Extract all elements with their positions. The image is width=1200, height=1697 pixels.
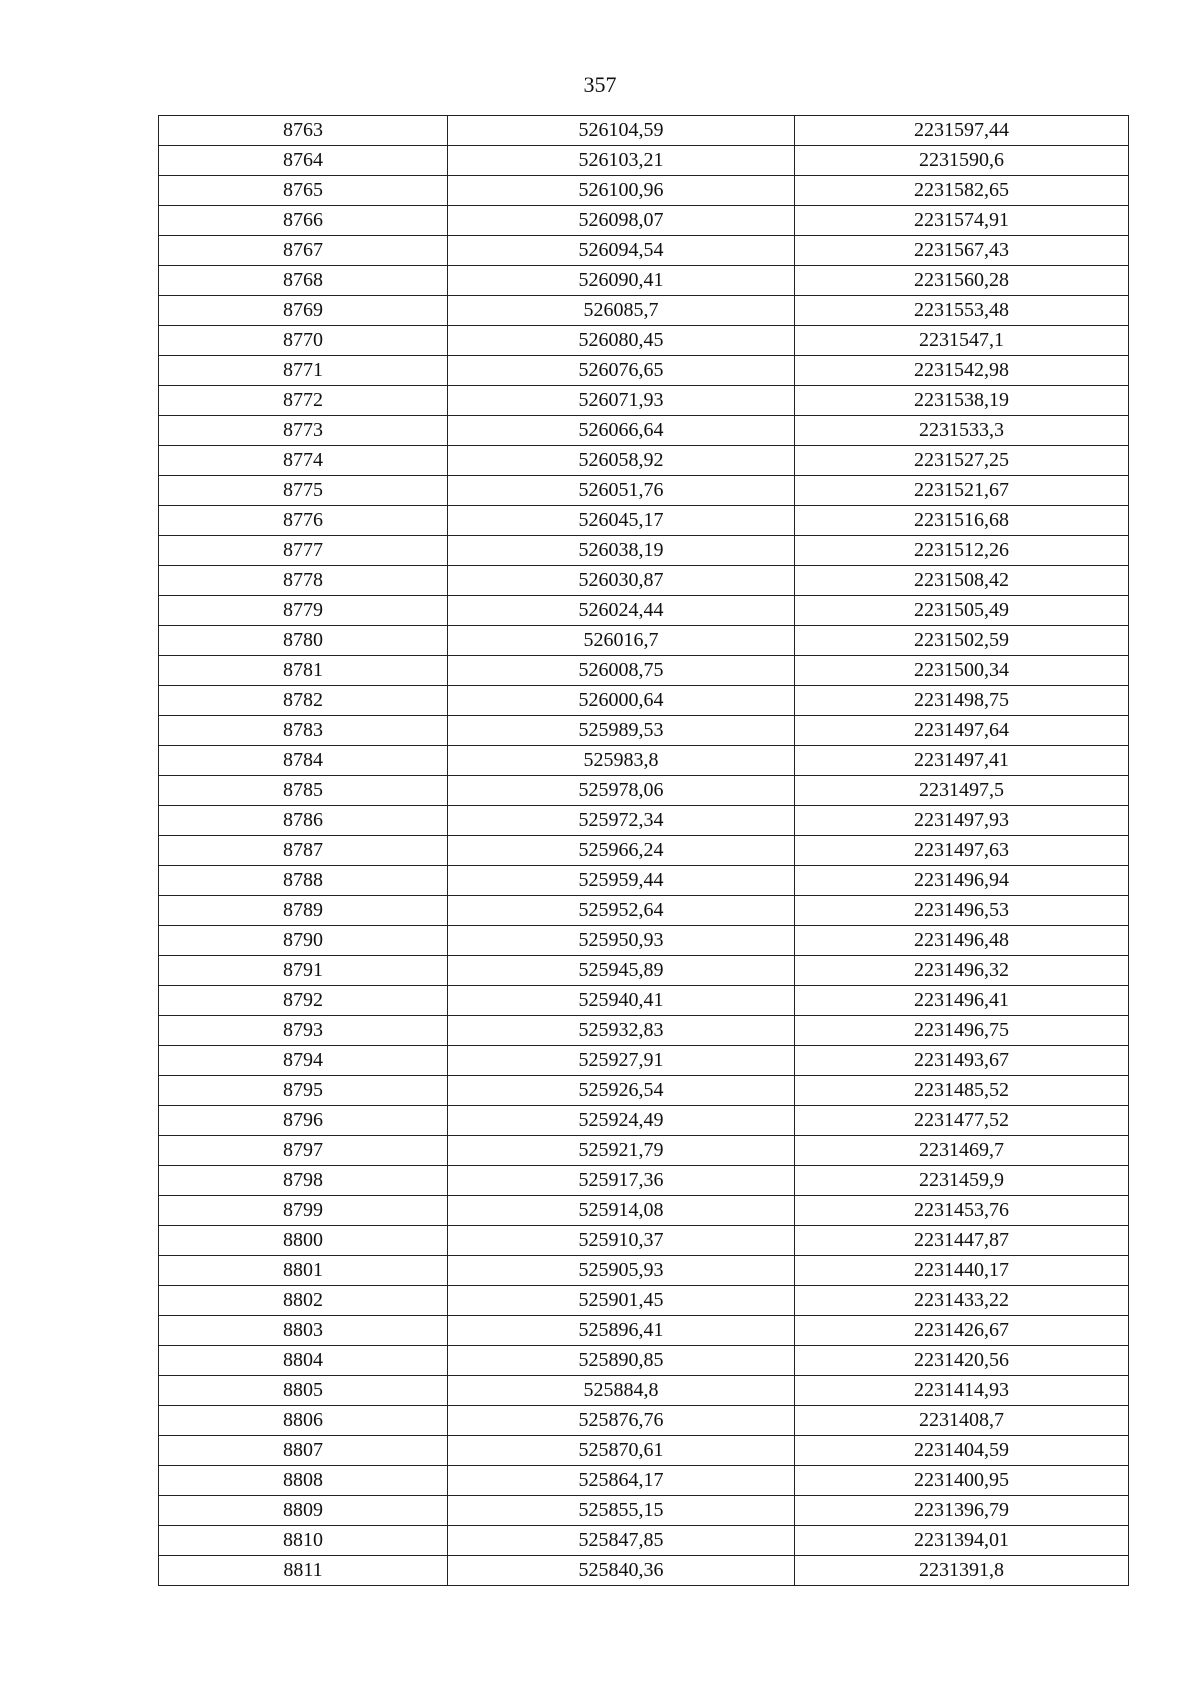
table-row — [159, 1286, 1129, 1316]
y-coordinate-cell: 2231414,93 — [795, 1376, 1129, 1406]
point-number-cell: 8797 — [159, 1136, 448, 1166]
x-coordinate-cell: 526104,59 — [448, 116, 795, 146]
y-coordinate-cell: 2231567,43 — [795, 236, 1129, 266]
x-coordinate-cell: 526058,92 — [448, 446, 795, 476]
point-number-cell: 8794 — [159, 1046, 448, 1076]
point-number-cell: 8788 — [159, 866, 448, 896]
x-coordinate-cell: 526085,7 — [448, 296, 795, 326]
point-number-cell: 8768 — [159, 266, 448, 296]
point-number-cell: 8807 — [159, 1436, 448, 1466]
y-coordinate-cell: 2231498,75 — [795, 686, 1129, 716]
point-number-cell: 8793 — [159, 1016, 448, 1046]
point-number-cell: 8770 — [159, 326, 448, 356]
x-coordinate-cell: 525855,15 — [448, 1496, 795, 1526]
point-number-cell: 8781 — [159, 656, 448, 686]
table-row — [159, 1166, 1129, 1196]
x-coordinate-cell: 526000,64 — [448, 686, 795, 716]
y-coordinate-cell: 2231597,44 — [795, 116, 1129, 146]
table-row — [159, 326, 1129, 356]
table-row — [159, 1226, 1129, 1256]
coordinates-table-body — [159, 116, 1129, 1586]
table-row — [159, 1016, 1129, 1046]
y-coordinate-cell: 2231433,22 — [795, 1286, 1129, 1316]
point-number-cell: 8799 — [159, 1196, 448, 1226]
y-coordinate-cell: 2231496,94 — [795, 866, 1129, 896]
x-coordinate-cell: 526008,75 — [448, 656, 795, 686]
page-number: 357 — [583, 72, 617, 97]
point-number-cell: 8789 — [159, 896, 448, 926]
y-coordinate-cell: 2231500,34 — [795, 656, 1129, 686]
y-coordinate-cell: 2231560,28 — [795, 266, 1129, 296]
point-number-cell: 8786 — [159, 806, 448, 836]
y-coordinate-cell: 2231590,6 — [795, 146, 1129, 176]
table-row — [159, 266, 1129, 296]
point-number-cell: 8791 — [159, 956, 448, 986]
y-coordinate-cell: 2231496,41 — [795, 986, 1129, 1016]
y-coordinate-cell: 2231497,5 — [795, 776, 1129, 806]
table-row — [159, 1076, 1129, 1106]
point-number-cell: 8809 — [159, 1496, 448, 1526]
y-coordinate-cell: 2231394,01 — [795, 1526, 1129, 1556]
point-number-cell: 8798 — [159, 1166, 448, 1196]
point-number-cell: 8767 — [159, 236, 448, 266]
y-coordinate-cell: 2231574,91 — [795, 206, 1129, 236]
x-coordinate-cell: 525924,49 — [448, 1106, 795, 1136]
y-coordinate-cell: 2231542,98 — [795, 356, 1129, 386]
table-row — [159, 1466, 1129, 1496]
table-row — [159, 116, 1129, 146]
table-row — [159, 866, 1129, 896]
x-coordinate-cell: 526024,44 — [448, 596, 795, 626]
table-row — [159, 806, 1129, 836]
y-coordinate-cell: 2231493,67 — [795, 1046, 1129, 1076]
x-coordinate-cell: 525978,06 — [448, 776, 795, 806]
point-number-cell: 8804 — [159, 1346, 448, 1376]
table-row — [159, 896, 1129, 926]
y-coordinate-cell: 2231502,59 — [795, 626, 1129, 656]
table-row — [159, 416, 1129, 446]
point-number-cell: 8765 — [159, 176, 448, 206]
table-row — [159, 626, 1129, 656]
x-coordinate-cell: 526080,45 — [448, 326, 795, 356]
y-coordinate-cell: 2231496,75 — [795, 1016, 1129, 1046]
x-coordinate-cell: 525959,44 — [448, 866, 795, 896]
x-coordinate-cell: 525910,37 — [448, 1226, 795, 1256]
point-number-cell: 8764 — [159, 146, 448, 176]
y-coordinate-cell: 2231477,52 — [795, 1106, 1129, 1136]
x-coordinate-cell: 526045,17 — [448, 506, 795, 536]
y-coordinate-cell: 2231440,17 — [795, 1256, 1129, 1286]
point-number-cell: 8771 — [159, 356, 448, 386]
point-number-cell: 8811 — [159, 1556, 448, 1586]
x-coordinate-cell: 525921,79 — [448, 1136, 795, 1166]
table-row — [159, 296, 1129, 326]
point-number-cell: 8772 — [159, 386, 448, 416]
x-coordinate-cell: 525870,61 — [448, 1436, 795, 1466]
point-number-cell: 8802 — [159, 1286, 448, 1316]
point-number-cell: 8795 — [159, 1076, 448, 1106]
x-coordinate-cell: 525876,76 — [448, 1406, 795, 1436]
y-coordinate-cell: 2231408,7 — [795, 1406, 1129, 1436]
x-coordinate-cell: 525927,91 — [448, 1046, 795, 1076]
table-row — [159, 956, 1129, 986]
x-coordinate-cell: 525926,54 — [448, 1076, 795, 1106]
table-row — [159, 176, 1129, 206]
x-coordinate-cell: 525972,34 — [448, 806, 795, 836]
table-row — [159, 1436, 1129, 1466]
x-coordinate-cell: 525864,17 — [448, 1466, 795, 1496]
y-coordinate-cell: 2231512,26 — [795, 536, 1129, 566]
y-coordinate-cell: 2231497,41 — [795, 746, 1129, 776]
y-coordinate-cell: 2231538,19 — [795, 386, 1129, 416]
x-coordinate-cell: 526071,93 — [448, 386, 795, 416]
point-number-cell: 8810 — [159, 1526, 448, 1556]
y-coordinate-cell: 2231508,42 — [795, 566, 1129, 596]
point-number-cell: 8784 — [159, 746, 448, 776]
x-coordinate-cell: 526051,76 — [448, 476, 795, 506]
y-coordinate-cell: 2231582,65 — [795, 176, 1129, 206]
y-coordinate-cell: 2231533,3 — [795, 416, 1129, 446]
point-number-cell: 8763 — [159, 116, 448, 146]
point-number-cell: 8779 — [159, 596, 448, 626]
x-coordinate-cell: 525940,41 — [448, 986, 795, 1016]
point-number-cell: 8774 — [159, 446, 448, 476]
y-coordinate-cell: 2231527,25 — [795, 446, 1129, 476]
y-coordinate-cell: 2231547,1 — [795, 326, 1129, 356]
point-number-cell: 8792 — [159, 986, 448, 1016]
point-number-cell: 8782 — [159, 686, 448, 716]
point-number-cell: 8769 — [159, 296, 448, 326]
x-coordinate-cell: 525983,8 — [448, 746, 795, 776]
x-coordinate-cell: 525914,08 — [448, 1196, 795, 1226]
y-coordinate-cell: 2231496,32 — [795, 956, 1129, 986]
x-coordinate-cell: 525917,36 — [448, 1166, 795, 1196]
y-coordinate-cell: 2231426,67 — [795, 1316, 1129, 1346]
y-coordinate-cell: 2231459,9 — [795, 1166, 1129, 1196]
table-row — [159, 596, 1129, 626]
point-number-cell: 8778 — [159, 566, 448, 596]
coordinates-table — [158, 115, 1129, 1586]
table-row — [159, 206, 1129, 236]
x-coordinate-cell: 525896,41 — [448, 1316, 795, 1346]
y-coordinate-cell: 2231496,53 — [795, 896, 1129, 926]
y-coordinate-cell: 2231391,8 — [795, 1556, 1129, 1586]
y-coordinate-cell: 2231447,87 — [795, 1226, 1129, 1256]
table-row — [159, 1136, 1129, 1166]
y-coordinate-cell: 2231553,48 — [795, 296, 1129, 326]
point-number-cell: 8766 — [159, 206, 448, 236]
point-number-cell: 8777 — [159, 536, 448, 566]
table-row — [159, 146, 1129, 176]
y-coordinate-cell: 2231497,93 — [795, 806, 1129, 836]
point-number-cell: 8780 — [159, 626, 448, 656]
x-coordinate-cell: 526038,19 — [448, 536, 795, 566]
x-coordinate-cell: 525890,85 — [448, 1346, 795, 1376]
y-coordinate-cell: 2231496,48 — [795, 926, 1129, 956]
x-coordinate-cell: 525847,85 — [448, 1526, 795, 1556]
table-row — [159, 716, 1129, 746]
y-coordinate-cell: 2231521,67 — [795, 476, 1129, 506]
x-coordinate-cell: 525945,89 — [448, 956, 795, 986]
x-coordinate-cell: 525884,8 — [448, 1376, 795, 1406]
table-row — [159, 386, 1129, 416]
x-coordinate-cell: 525932,83 — [448, 1016, 795, 1046]
x-coordinate-cell: 525840,36 — [448, 1556, 795, 1586]
table-row — [159, 1406, 1129, 1436]
point-number-cell: 8803 — [159, 1316, 448, 1346]
table-row — [159, 776, 1129, 806]
point-number-cell: 8787 — [159, 836, 448, 866]
point-number-cell: 8783 — [159, 716, 448, 746]
table-row — [159, 1196, 1129, 1226]
y-coordinate-cell: 2231469,7 — [795, 1136, 1129, 1166]
table-row — [159, 1556, 1129, 1586]
point-number-cell: 8773 — [159, 416, 448, 446]
table-row — [159, 236, 1129, 266]
table-row — [159, 1046, 1129, 1076]
table-row — [159, 686, 1129, 716]
x-coordinate-cell: 525966,24 — [448, 836, 795, 866]
x-coordinate-cell: 526100,96 — [448, 176, 795, 206]
point-number-cell: 8801 — [159, 1256, 448, 1286]
point-number-cell: 8775 — [159, 476, 448, 506]
table-row — [159, 446, 1129, 476]
x-coordinate-cell: 526098,07 — [448, 206, 795, 236]
x-coordinate-cell: 526103,21 — [448, 146, 795, 176]
y-coordinate-cell: 2231505,49 — [795, 596, 1129, 626]
y-coordinate-cell: 2231497,64 — [795, 716, 1129, 746]
table-row — [159, 1256, 1129, 1286]
y-coordinate-cell: 2231400,95 — [795, 1466, 1129, 1496]
point-number-cell: 8776 — [159, 506, 448, 536]
table-row — [159, 746, 1129, 776]
table-row — [159, 1106, 1129, 1136]
x-coordinate-cell: 526016,7 — [448, 626, 795, 656]
x-coordinate-cell: 525952,64 — [448, 896, 795, 926]
point-number-cell: 8796 — [159, 1106, 448, 1136]
x-coordinate-cell: 526090,41 — [448, 266, 795, 296]
x-coordinate-cell: 526030,87 — [448, 566, 795, 596]
y-coordinate-cell: 2231404,59 — [795, 1436, 1129, 1466]
x-coordinate-cell: 526066,64 — [448, 416, 795, 446]
point-number-cell: 8785 — [159, 776, 448, 806]
table-row — [159, 476, 1129, 506]
x-coordinate-cell: 526076,65 — [448, 356, 795, 386]
x-coordinate-cell: 525905,93 — [448, 1256, 795, 1286]
table-row — [159, 536, 1129, 566]
table-row — [159, 836, 1129, 866]
table-row — [159, 356, 1129, 386]
x-coordinate-cell: 526094,54 — [448, 236, 795, 266]
y-coordinate-cell: 2231516,68 — [795, 506, 1129, 536]
table-row — [159, 1346, 1129, 1376]
y-coordinate-cell: 2231485,52 — [795, 1076, 1129, 1106]
table-row — [159, 566, 1129, 596]
y-coordinate-cell: 2231497,63 — [795, 836, 1129, 866]
table-row — [159, 1496, 1129, 1526]
point-number-cell: 8790 — [159, 926, 448, 956]
table-row — [159, 986, 1129, 1016]
table-row — [159, 1316, 1129, 1346]
table-row — [159, 1526, 1129, 1556]
table-row — [159, 656, 1129, 686]
x-coordinate-cell: 525901,45 — [448, 1286, 795, 1316]
y-coordinate-cell: 2231396,79 — [795, 1496, 1129, 1526]
point-number-cell: 8805 — [159, 1376, 448, 1406]
point-number-cell: 8806 — [159, 1406, 448, 1436]
y-coordinate-cell: 2231420,56 — [795, 1346, 1129, 1376]
table-row — [159, 1376, 1129, 1406]
table-row — [159, 506, 1129, 536]
point-number-cell: 8800 — [159, 1226, 448, 1256]
x-coordinate-cell: 525950,93 — [448, 926, 795, 956]
table-row — [159, 926, 1129, 956]
point-number-cell: 8808 — [159, 1466, 448, 1496]
x-coordinate-cell: 525989,53 — [448, 716, 795, 746]
y-coordinate-cell: 2231453,76 — [795, 1196, 1129, 1226]
